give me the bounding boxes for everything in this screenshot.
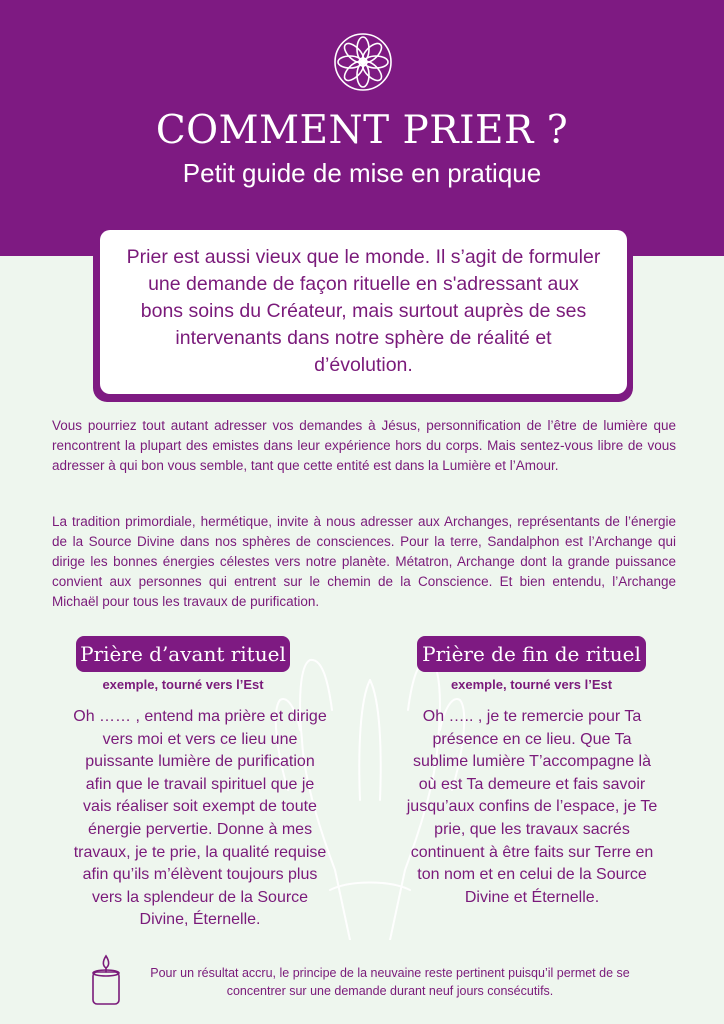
prayer-before-subtitle: exemple, tourné vers l’Est: [102, 677, 264, 692]
prayer-before-text: Oh …… , entend ma prière et dirige vers moi et vers ce lieu une puissante lumière de purification afin que le travail spirituel que je vais réaliser soit exempt de toute énergie pervertie. Donne à mes travaux, je te prie, la qualité requise afin qu’ils m’élèvent toujours plus vers la splendeur de la Source Divine, Éternelle.: [73, 708, 327, 929]
paragraph-archanges: La tradition primordiale, hermétique, invite à nous adresser aux Archanges, représentants de l’énergie de la Source Divine dans nos sphères de consciences. Pour la terre, Sandalphon est l’Archange qui dirige les bonnes énergies célestes vers notre planète. Métatron, Archange dont la grande puissance convient aux personnes qui entrent sur le chemin de la Conscience. Et bien entendu, l’Archange Michaël pour tous les travaux de purification.: [52, 514, 676, 609]
footer-note: Pour un résultat accru, le principe de la neuvaine reste pertinent puisqu’il permet de se concentrer sur une demande durant neuf jours consécutifs.: [150, 966, 630, 998]
prayer-before-title: Prière d’avant rituel: [76, 636, 290, 672]
flower-mandala-icon: [333, 32, 393, 92]
paragraph-jesus: Vous pourriez tout autant adresser vos demandes à Jésus, personnification de l’être de lumière que rencontrent la plupart des emistes dans leur expérience hors du corps. Mais sentez-vous libre de vous adresser à qui bon vous semble, tant que cette entité est dans la Lumière et l’Amour.: [52, 418, 676, 473]
page-title: COMMENT PRIER ?: [155, 108, 569, 153]
prayer-after-subtitle: exemple, tourné vers l’Est: [450, 677, 613, 692]
page-subtitle: Petit guide de mise en pratique: [182, 158, 542, 188]
candle-icon: [88, 954, 124, 1006]
prayer-after-title: Prière de fin de rituel: [417, 636, 646, 672]
intro-text: Prier est aussi vieux que le monde. Il s’agit de formuler une demande de façon rituelle en s'adressant aux bons soins du Créateur, mais surtout auprès de ses intervenants dans notre sphère de réalité et d’évolution.: [100, 230, 627, 394]
prayer-after-text: Oh ….. , je te remercie pour Ta présence en ce lieu. Que Ta sublime lumière T’accompagne là où est Ta demeure et fais savoir jusqu’aux confins de l’espace, je Te prie, que les travaux sacrés continuent à être faits sur Terre en ton nom et en celui de la Source Divine et Éternelle.: [406, 708, 658, 906]
